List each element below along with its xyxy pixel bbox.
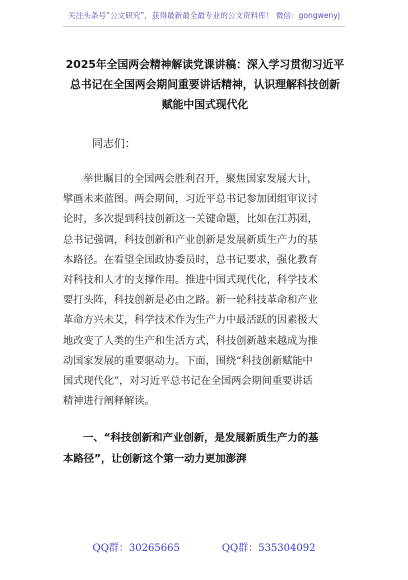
- salutation: 同志们：: [92, 137, 136, 150]
- header-divider: [63, 26, 345, 27]
- body-line: 动国家发展的重要驱动力。下面，围绕“科技创新赋能中: [63, 355, 313, 367]
- body-line: 国式现代化”，对习近平总书记在全国两会期间重要讲话: [63, 376, 313, 388]
- section-heading-line: 本路径”，让创新这个第一动力更加澎湃: [63, 453, 247, 465]
- body-line: 对科技和人才的支撑作用。推进中国式现代化，科学技术: [63, 275, 318, 287]
- title-line: 赋能中国式现代化: [161, 98, 249, 111]
- body-line: 擘画未来蓝图。两会期间，习近平总书记参加团组审议讨: [63, 194, 318, 206]
- title-line: 总书记在全国两会期间重要讲话精神，认识理解科技创新: [70, 78, 340, 91]
- body-line: 论时，多次提到科技创新这一关键命题，比如在江苏团，: [63, 214, 318, 226]
- body-line: 精神进行阐释解读。: [63, 396, 155, 408]
- footer-qq-group-1: QQ群：30265665: [92, 543, 180, 554]
- body-line: 举世瞩目的全国两会胜利召开，聚焦国家发展大计，: [83, 174, 318, 185]
- body-paragraph: [63, 170, 348, 412]
- section-heading: [63, 428, 353, 470]
- body-line: 地改变了人类的生产和生活方式，科技创新越来越成为推: [63, 335, 318, 347]
- document-title: [60, 55, 350, 115]
- section-heading-line: 一、“科技创新和产业创新，是发展新质生产力的基: [83, 432, 319, 444]
- footer-contacts: [0, 539, 408, 554]
- footer-qq-group-2: QQ群：535304092: [221, 543, 316, 554]
- body-line: 要打头阵，科技创新是必由之路。新一轮科技革命和产业: [63, 295, 318, 307]
- body-line: 总书记强调，科技创新和产业创新是发展新质生产力的基: [63, 234, 318, 246]
- header-banner: 关注头条号“公文研究”，获得最新最全最专业的公文资料库！ 微信：gongwenyj: [68, 11, 340, 20]
- body-line: 革命方兴未艾，科学技术作为生产力中最活跃的因素极大: [63, 315, 318, 327]
- body-line: 本路径。在看望全国政协委员时，总书记要求，强化教育: [63, 254, 318, 266]
- title-line: 2025年全国两会精神解读党课讲稿：深入学习贯彻习近平: [65, 58, 345, 71]
